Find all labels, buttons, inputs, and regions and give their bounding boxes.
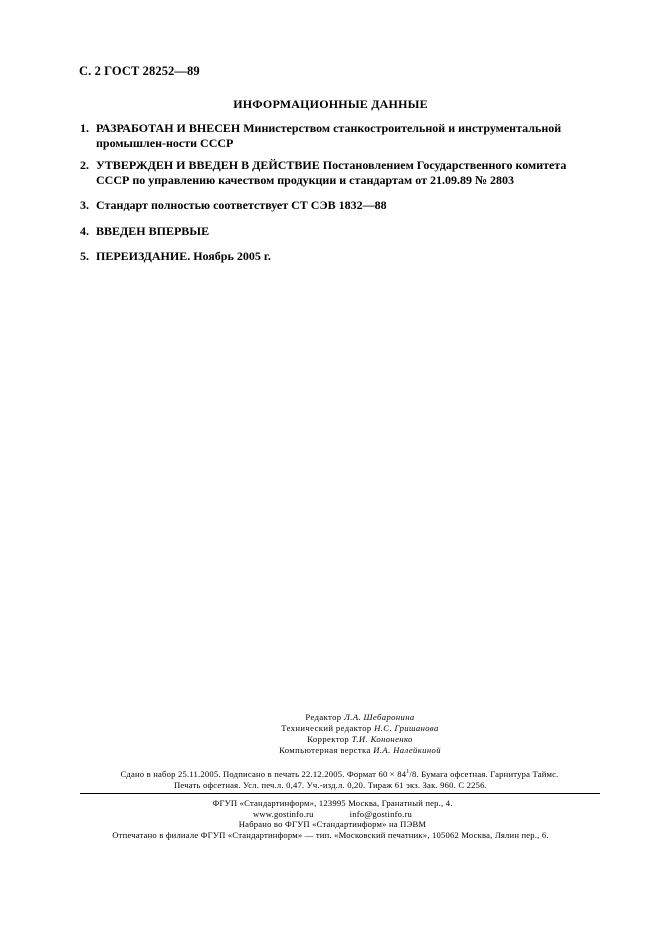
item-text: Стандарт полностью соответствует СТ СЭВ 1832—88 — [96, 198, 387, 212]
publisher-contacts — [0, 809, 661, 820]
print-info-line-2: Печать офсетная. Усл. печ.л. 0,47. Уч.-изд.л. 0,20. Тираж 61 экз. Зак. 960. С 2256. — [174, 779, 487, 790]
credit-role: Редактор — [305, 712, 342, 722]
item-number: 1. — [80, 121, 89, 135]
item-text: Министерством станкостроительной и инструментальной промышлен-ности СССР — [96, 121, 562, 150]
item-lead: УТВЕРЖДЕН И ВВЕДЕН В ДЕЙСТВИЕ — [96, 158, 320, 172]
info-item-reissue — [80, 249, 600, 264]
credit-role: Корректор — [307, 734, 350, 744]
item-lead: ПЕРЕИЗДАНИЕ. — [96, 249, 191, 263]
print-info-text: Сдано в набор 25.11.2005. Подписано в печать 22.12.2005. Формат 60 × 84 — [120, 768, 407, 779]
credit-name: Н.С. Гришанова — [374, 723, 439, 733]
item-number: 2. — [80, 158, 89, 172]
website-link[interactable]: www.gostinfo.ru — [252, 808, 314, 819]
item-lead: ВВЕДЕН ВПЕРВЫЕ — [96, 224, 210, 238]
info-item-approved — [80, 158, 600, 198]
email-link[interactable]: info@gostinfo.ru — [349, 808, 413, 819]
info-item-developed — [80, 121, 600, 158]
publisher-address: ФГУП «Стандартинформ», 123995 Москва, Гранатный пер., 4. — [212, 798, 453, 808]
item-lead: РАЗРАБОТАН И ВНЕСЕН — [96, 121, 241, 135]
info-list — [80, 121, 600, 264]
page-header: С. 2 ГОСТ 28252—89 — [79, 64, 200, 78]
divider-rule — [80, 793, 600, 794]
credit-editor — [0, 712, 661, 723]
item-text: Ноябрь 2005 г. — [193, 249, 271, 263]
typeset-info: Набрано во ФГУП «Стандартинформ» на ПЭВМ — [238, 819, 427, 830]
info-item-conformity — [80, 198, 600, 224]
info-item-first-introduced — [80, 224, 600, 249]
credit-name: Л.А. Шебаронина — [344, 712, 415, 722]
item-text: Постановлением Государственного комитета СССР по управлению качеством продукции и стандартам от 21.09.89 № 2803 — [96, 158, 567, 187]
credit-role: Технический редактор — [281, 723, 372, 733]
credit-name: И.А. Налейкиной — [373, 745, 441, 755]
publisher-block — [0, 798, 661, 840]
credit-role: Компьютерная верстка — [279, 745, 371, 755]
item-number: 3. — [80, 198, 89, 212]
section-title: ИНФОРМАЦИОННЫЕ ДАННЫЕ — [233, 97, 428, 111]
credits-block — [0, 712, 661, 756]
print-info — [0, 767, 661, 791]
item-number: 5. — [80, 249, 89, 263]
item-number: 4. — [80, 224, 89, 238]
format-superscript: 1 — [406, 769, 410, 775]
credit-proofreader — [0, 734, 661, 745]
print-info-text: /8. Бумага офсетная. Гарнитура Таймс. — [409, 768, 559, 779]
credit-name: Т.И. Кононенко — [351, 734, 413, 744]
credit-technical-editor — [0, 723, 661, 734]
printed-info: Отпечатано в филиале ФГУП «Стандартинформ» — тип. «Московский печатник», 105062 Москва, Лялин пер., 6. — [112, 829, 549, 840]
print-info-line-1 — [0, 767, 661, 780]
credit-layout — [0, 745, 661, 756]
